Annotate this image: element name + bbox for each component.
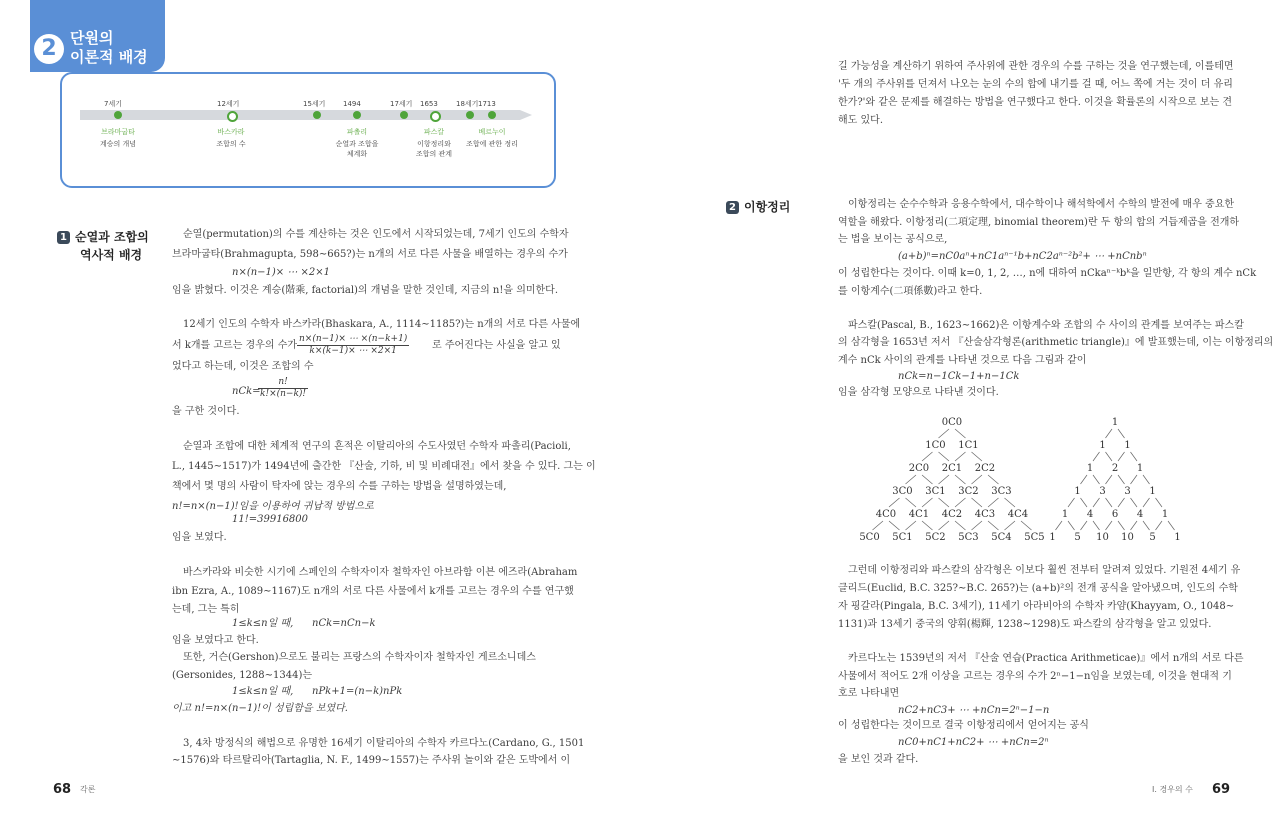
pascal-entry: 10 — [1096, 532, 1109, 543]
pascal-connector — [1093, 475, 1100, 484]
s1-comb-numerator: n! — [258, 377, 308, 389]
right-intro-line1: 길 가능성을 계산하기 위하여 주사위에 관한 경우의 수를 구하는 것을 연구했는데, 이를테면 — [838, 61, 1234, 72]
pascal-connector — [972, 498, 983, 507]
s1-p5-line2: (Gersonides, 1288∼1344)는 — [172, 670, 313, 681]
timeline-person: 베르누이 — [478, 128, 506, 136]
pascal-connector — [1143, 475, 1150, 484]
pascal-entry: 2C0 — [908, 463, 930, 474]
timeline-year: 1653 — [420, 100, 438, 108]
pascal-connector — [1143, 498, 1150, 507]
pascal-connector — [1156, 498, 1163, 507]
s1-p2-line1: 12세기 인도의 수학자 바스카라(Bhaskara, A., 1114∼1185?)는 n개의 서로 다른 사물에 — [183, 319, 581, 330]
s1-p3-line1: 순열과 조합에 대한 체계적 연구의 흔적은 이탈리아의 수도사였던 수학자 파촐리(Pacioli, — [183, 441, 571, 452]
s1-p4-line3: 는데, 그는 특히 — [172, 604, 240, 615]
pascal-connector — [1106, 498, 1113, 507]
pascal-connector — [972, 475, 983, 484]
s2-p2-line1: 파스칼(Pascal, B., 1623∼1662)은 이항계수와 조합의 수 사이의 관계를 보여주는 파스칼 — [848, 320, 1244, 331]
pascal-connector — [955, 452, 966, 461]
unit-number-badge: 2 — [34, 34, 64, 64]
section2-title: 이항정리 — [744, 200, 791, 214]
pascal-entry: 2 — [1111, 463, 1119, 474]
pascal-entry: 3C3 — [991, 486, 1012, 497]
s2-p2-line3: 계수 nCk 사이의 관계를 나타낸 것으로 다음 그림과 같이 — [838, 355, 1087, 366]
pascal-connector — [955, 521, 966, 530]
pascal-connector — [1081, 498, 1088, 507]
s1-p6-line2: ∼1576)와 타르탈리아(Tartaglia, N. F., 1499∼1557)는 주사위 놀이와 같은 도박에서 이 — [172, 755, 571, 766]
pascal-connector — [939, 475, 950, 484]
s1-p1-line1: 순열(permutation)의 수를 계산하는 것은 인도에서 시작되었는데, 7세기 인도의 수학자 — [183, 229, 569, 240]
s1-p4-line1: 바스카라와 비슷한 시기에 스페인의 수학자이자 철학자인 아브라함 이븐 에즈라(Abraham — [183, 567, 578, 578]
s1-p3-line5: 임을 보였다. — [172, 532, 227, 543]
pascal-entry: 4C3 — [974, 509, 996, 520]
s1-p4-line4: 임을 보였다고 한다. — [172, 635, 259, 646]
right-intro-line2: '두 개의 주사위를 던져서 나오는 눈의 수의 합에 내기를 걸 때, 어느 쪽에 거는 것이 더 유리 — [838, 79, 1233, 90]
pascal-entry: 3 — [1099, 486, 1106, 497]
pascal-entry: 3C2 — [958, 486, 979, 497]
s2-formula-pascal-rule: nCk=n−1Ck−1+n−1Ck — [898, 371, 1020, 382]
pascal-entry: 1 — [1136, 463, 1144, 474]
s2-p4-line1: 카르다노는 1539년의 저서 『산술 연습(Practica Arithmeticae)』에서 n개의 서로 다른 — [848, 653, 1244, 664]
timeline-description: 조합에 관한 정리 — [466, 140, 518, 148]
pascal-entry: 2C1 — [941, 463, 963, 474]
pascal-triangle-numeric — [1049, 417, 1180, 543]
pascal-entry: 1 — [1111, 417, 1119, 428]
pascal-connector — [1093, 498, 1100, 507]
timeline-marker — [353, 111, 361, 119]
pascal-entry: 1 — [1086, 463, 1094, 474]
pascal-entry: 5C1 — [892, 532, 913, 543]
pascal-connector — [1168, 521, 1175, 530]
timeline-year: 1713 — [478, 100, 496, 108]
pascal-connector — [1068, 498, 1075, 507]
pascal-entry: 1 — [1174, 532, 1181, 543]
timeline-marker — [313, 111, 321, 119]
s2-p1-line3: 는 법을 보이는 공식으로, — [838, 234, 948, 245]
s2-p1-line1: 이항정리는 순수수학과 응용수학에서, 대수학이나 해석학에서 수학의 발전에 매우 중요한 — [848, 199, 1235, 210]
pascal-entry: 5 — [1074, 532, 1081, 543]
pascal-connector — [889, 498, 900, 507]
s1-formula-permutation: nPk+1=(n−k)nPk — [312, 686, 403, 697]
timeline-description: 이항정리와 — [417, 140, 451, 148]
pascal-entry: 1 — [1124, 440, 1131, 451]
pascal-connector — [1131, 452, 1138, 461]
s1-p1-line2: 브라마굽타(Brahmagupta, 598∼665?)는 n개의 서로 다른 사물을 배열하는 경우의 수가 — [172, 249, 568, 260]
pascal-connector — [1106, 452, 1113, 461]
s2-formula-cardano: nC2+nC3+ ⋯ +nCn=2ⁿ−1−n — [898, 705, 1050, 716]
timeline-year: 12세기 — [217, 100, 240, 108]
pascal-entry: 5 — [1149, 532, 1156, 543]
s2-p1-line4: 이 성립한다는 것이다. 이때 k=0, 1, 2, …, n에 대하여 nCkaⁿ⁻ᵏbᵏ을 일반항, 각 항의 계수 nCk — [838, 268, 1257, 279]
pascal-connector — [873, 521, 884, 530]
pascal-connector — [1118, 521, 1125, 530]
pascal-connector — [906, 521, 917, 530]
pascal-connector — [1093, 521, 1100, 530]
pascal-triangles — [859, 405, 1200, 550]
pascal-connector — [988, 475, 999, 484]
pascal-connector — [1143, 521, 1150, 530]
s2-p3-line3: 자 핑갈라(Pingala, B.C. 3세기), 11세기 아라비아의 수학자 카얌(Khayyam, O., 1048∼ — [838, 601, 1235, 612]
s1-p2-line3: 었다고 하는데, 이것은 조합의 수 — [172, 361, 314, 372]
pascal-connector — [922, 452, 933, 461]
pascal-connector — [939, 498, 950, 507]
right-page-number: 69 — [1212, 782, 1231, 797]
s2-p2-line2: 의 삼각형을 1653년 저서 『산술삼각형론(arithmetic triangle)』에 발표했는데, 이는 이항정리의 — [838, 337, 1274, 348]
s1-fraction-numerator: n×(n−1)× ⋯ ×(n−k+1) — [299, 334, 408, 344]
right-intro-line4: 해도 있다. — [838, 115, 883, 126]
s2-p4-line5: 을 보인 것과 같다. — [838, 754, 919, 765]
timeline-description: 계승의 개념 — [99, 140, 137, 148]
s1-p6-line1: 3, 4차 방정식의 해법으로 유명한 16세기 이탈리아의 수학자 카르다노(Cardano, G., 1501 — [183, 738, 585, 749]
pascal-entry: 5C5 — [1024, 532, 1045, 543]
pascal-entry: 3 — [1124, 486, 1131, 497]
s1-formula-condition-b: 1≤k≤n일 때, — [232, 686, 294, 697]
timeline-year: 1494 — [343, 100, 361, 108]
timeline-marker — [400, 111, 408, 119]
pascal-connector — [988, 521, 999, 530]
timeline-marker — [466, 111, 474, 119]
pascal-connector — [906, 498, 917, 507]
pascal-entry: 5C3 — [958, 532, 979, 543]
pascal-entry: 4 — [1136, 509, 1144, 520]
s1-p1-line3: 임을 밝혔다. 이것은 계승(階乘, factorial)의 개념을 말한 것인데, 지금의 n!을 의미한다. — [172, 285, 559, 296]
pascal-entry: 6 — [1111, 509, 1119, 520]
timeline-year: 7세기 — [104, 100, 122, 108]
s2-p4-line3: 호로 나타내면 — [838, 688, 900, 699]
pascal-entry: 1 — [1049, 532, 1056, 543]
timeline-year: 15세기 — [303, 100, 326, 108]
section1-number-badge: 1 — [57, 231, 70, 244]
pascal-connector — [889, 521, 900, 530]
s1-comb-denominator: k!×(n−k)! — [260, 389, 307, 399]
pascal-connector — [939, 429, 950, 438]
pascal-connector — [1068, 521, 1075, 530]
timeline-description: 조합의 수 — [216, 140, 246, 148]
pascal-connector — [939, 521, 950, 530]
pascal-connector — [922, 475, 933, 484]
s1-p3-line3: 책에서 몇 명의 사람이 탁자에 앉는 경우의 수를 구하는 방법을 설명하였는데, — [172, 481, 507, 492]
s1-fraction-bhaskara — [297, 334, 409, 357]
pascal-connector — [1131, 521, 1138, 530]
pascal-connector — [1005, 498, 1016, 507]
s1-p2-line2-pre: 서 k개를 고르는 경우의 수가 — [172, 340, 298, 351]
pascal-connector — [1118, 498, 1125, 507]
pascal-connector — [1131, 475, 1138, 484]
pascal-connector — [939, 452, 950, 461]
left-page-number: 68 — [53, 782, 72, 797]
pascal-entry: 0C0 — [941, 417, 963, 428]
pascal-connector — [1118, 475, 1125, 484]
s2-formula-binomial: (a+b)ⁿ=nC0aⁿ+nC1aⁿ⁻¹b+nC2aⁿ⁻²b²+ ⋯ +nCnbⁿ — [898, 251, 1147, 262]
pascal-connector — [1081, 521, 1088, 530]
right-intro-line3: 한가?'와 같은 문제를 해결하는 방법을 연구했다고 한다. 이것을 확률론의 시작으로 보는 견 — [838, 97, 1233, 108]
section1-title-line1: 순열과 조합의 — [75, 230, 149, 244]
pascal-triangle-symbolic — [859, 417, 1044, 543]
pascal-entry: 1C0 — [925, 440, 946, 451]
s2-p3-line1: 그런데 이항정리와 파스칼의 삼각형은 이보다 훨씬 전부터 알려져 있었다. 기원전 4세기 유 — [848, 565, 1241, 576]
s1-formula-11-factorial: 11!=39916800 — [232, 514, 309, 525]
pascal-connector — [906, 475, 917, 484]
s1-p3-line4: n!=n×(n−1)!임을 이용하여 귀납적 방법으로 — [172, 501, 374, 512]
pascal-connector — [988, 498, 999, 507]
timeline-description: 순열과 조합을 — [335, 140, 379, 148]
pascal-entry: 4C2 — [941, 509, 963, 520]
pascal-connector — [1118, 452, 1125, 461]
pascal-connector — [1156, 521, 1163, 530]
s2-formula-sum: nC0+nC1+nC2+ ⋯ +nCn=2ⁿ — [898, 737, 1049, 748]
timeline-marker — [488, 111, 496, 119]
s2-p1-line5: 를 이항계수(二項係數)라고 한다. — [838, 286, 983, 297]
right-footer-label: Ⅰ. 경우의 수 — [1152, 785, 1193, 794]
s1-fraction-denominator: k×(k−1)× ⋯ ×2×1 — [309, 346, 397, 356]
pascal-entry: 1C1 — [958, 440, 979, 451]
pascal-entry: 5C2 — [925, 532, 946, 543]
pascal-connector — [972, 452, 983, 461]
pascal-entry: 1 — [1074, 486, 1081, 497]
s2-p4-line2: 사물에서 적어도 2개 이상을 고르는 경우의 수가 2ⁿ−1−n임을 보였는데, 이것을 현대적 기 — [838, 671, 1232, 682]
s1-p4-line2: ibn Ezra, A., 1089∼1167)도 n개의 서로 다른 사물에서 k개를 고르는 경우의 수를 연구했 — [172, 586, 574, 597]
unit-title-line2: 이론적 배경 — [70, 48, 148, 66]
s2-p3-line4: 1131)과 13세기 중국의 양휘(楊輝, 1238∼1298)도 파스칼의 삼각형을 알고 있었다. — [838, 619, 1212, 630]
pascal-connector — [922, 521, 933, 530]
unit-title-line1: 단원의 — [70, 29, 114, 47]
pascal-connector — [1106, 475, 1113, 484]
pascal-entry: 4C1 — [908, 509, 930, 520]
pascal-entry: 3C0 — [892, 486, 913, 497]
pascal-connector — [922, 498, 933, 507]
timeline-marker — [114, 111, 122, 119]
pascal-connector — [1056, 521, 1063, 530]
timeline-person: 파스칼 — [423, 128, 445, 136]
pascal-connector — [955, 475, 966, 484]
s1-formula-combination-lhs: nCk= — [232, 386, 261, 397]
s2-p2-line4: 임을 삼각형 모양으로 나타낸 것이다. — [838, 387, 999, 398]
pascal-connector — [955, 429, 966, 438]
pascal-entry: 4C0 — [875, 509, 897, 520]
s2-p1-line2: 역할을 해왔다. 이항정리(二項定理, binomial theorem)란 두 항의 합의 거듭제곱을 전개하 — [838, 217, 1240, 228]
pascal-entry: 3C1 — [925, 486, 946, 497]
timeline-marker — [430, 111, 441, 122]
timeline-year: 17세기 — [390, 100, 413, 108]
s1-formula-symmetry: nCk=nCn−k — [312, 618, 376, 629]
pascal-connector — [1021, 521, 1032, 530]
s1-fraction-combination — [258, 377, 308, 400]
timeline-description: 조합의 관계 — [415, 150, 453, 158]
timeline-person: 바스카라 — [217, 128, 245, 136]
pascal-connector — [1118, 429, 1125, 438]
s1-p5-line1: 또한, 거슨(Gershon)으로도 불리는 프랑스의 수학자이자 철학자인 게르소니데스 — [183, 652, 536, 663]
s1-formula-factorial: n×(n−1)× ⋯ ×2×1 — [232, 267, 331, 278]
timeline-person: 브라마굽타 — [101, 128, 135, 136]
pascal-entry: 5C0 — [859, 532, 880, 543]
pascal-connector — [1081, 475, 1088, 484]
section2-number-badge: 2 — [726, 201, 739, 214]
pascal-entry: 5C4 — [991, 532, 1012, 543]
timeline-year: 18세기 — [456, 100, 479, 108]
pascal-connector — [972, 521, 983, 530]
s1-p3-line2: L., 1445∼1517)가 1494년에 출간한 『산술, 기하, 비 및 비례대전』에서 찾을 수 있다. 그는 이 — [172, 461, 596, 472]
s2-p3-line2: 클리드(Euclid, B.C. 325?∼B.C. 265?)는 (a+b)²의 전개 공식을 알아냈으며, 인도의 수학 — [838, 583, 1238, 594]
pascal-entry: 4C4 — [1007, 509, 1029, 520]
pascal-connector — [1131, 498, 1138, 507]
s2-p4-line4: 이 성립한다는 것이므로 결국 이항정리에서 얻어지는 공식 — [838, 720, 1089, 731]
s1-p5-line3: 이고 n!=n×(n−1)!이 성립함을 보였다. — [172, 703, 348, 714]
pascal-entry: 1 — [1061, 509, 1069, 520]
pascal-connector — [1093, 452, 1100, 461]
pascal-entry: 1 — [1161, 509, 1169, 520]
pascal-entry: 1 — [1099, 440, 1106, 451]
pascal-entry: 2C2 — [974, 463, 996, 474]
timeline-person: 파촐리 — [346, 128, 368, 136]
pascal-connector — [1106, 521, 1113, 530]
pascal-connector — [955, 498, 966, 507]
pascal-entry: 1 — [1149, 486, 1156, 497]
left-footer-label: 각론 — [80, 785, 96, 794]
s1-formula-condition-a: 1≤k≤n일 때, — [232, 618, 294, 629]
section1-title-line2: 역사적 배경 — [80, 248, 143, 262]
timeline-marker — [227, 111, 238, 122]
timeline-description: 체계화 — [346, 150, 368, 158]
pascal-connector — [1005, 521, 1016, 530]
pascal-connector — [1106, 429, 1113, 438]
s1-p2-line2-post: 로 주어진다는 사실을 알고 있 — [432, 340, 561, 351]
pascal-entry: 4 — [1086, 509, 1094, 520]
s1-p2-line4: 을 구한 것이다. — [172, 406, 240, 417]
pascal-entry: 10 — [1121, 532, 1134, 543]
